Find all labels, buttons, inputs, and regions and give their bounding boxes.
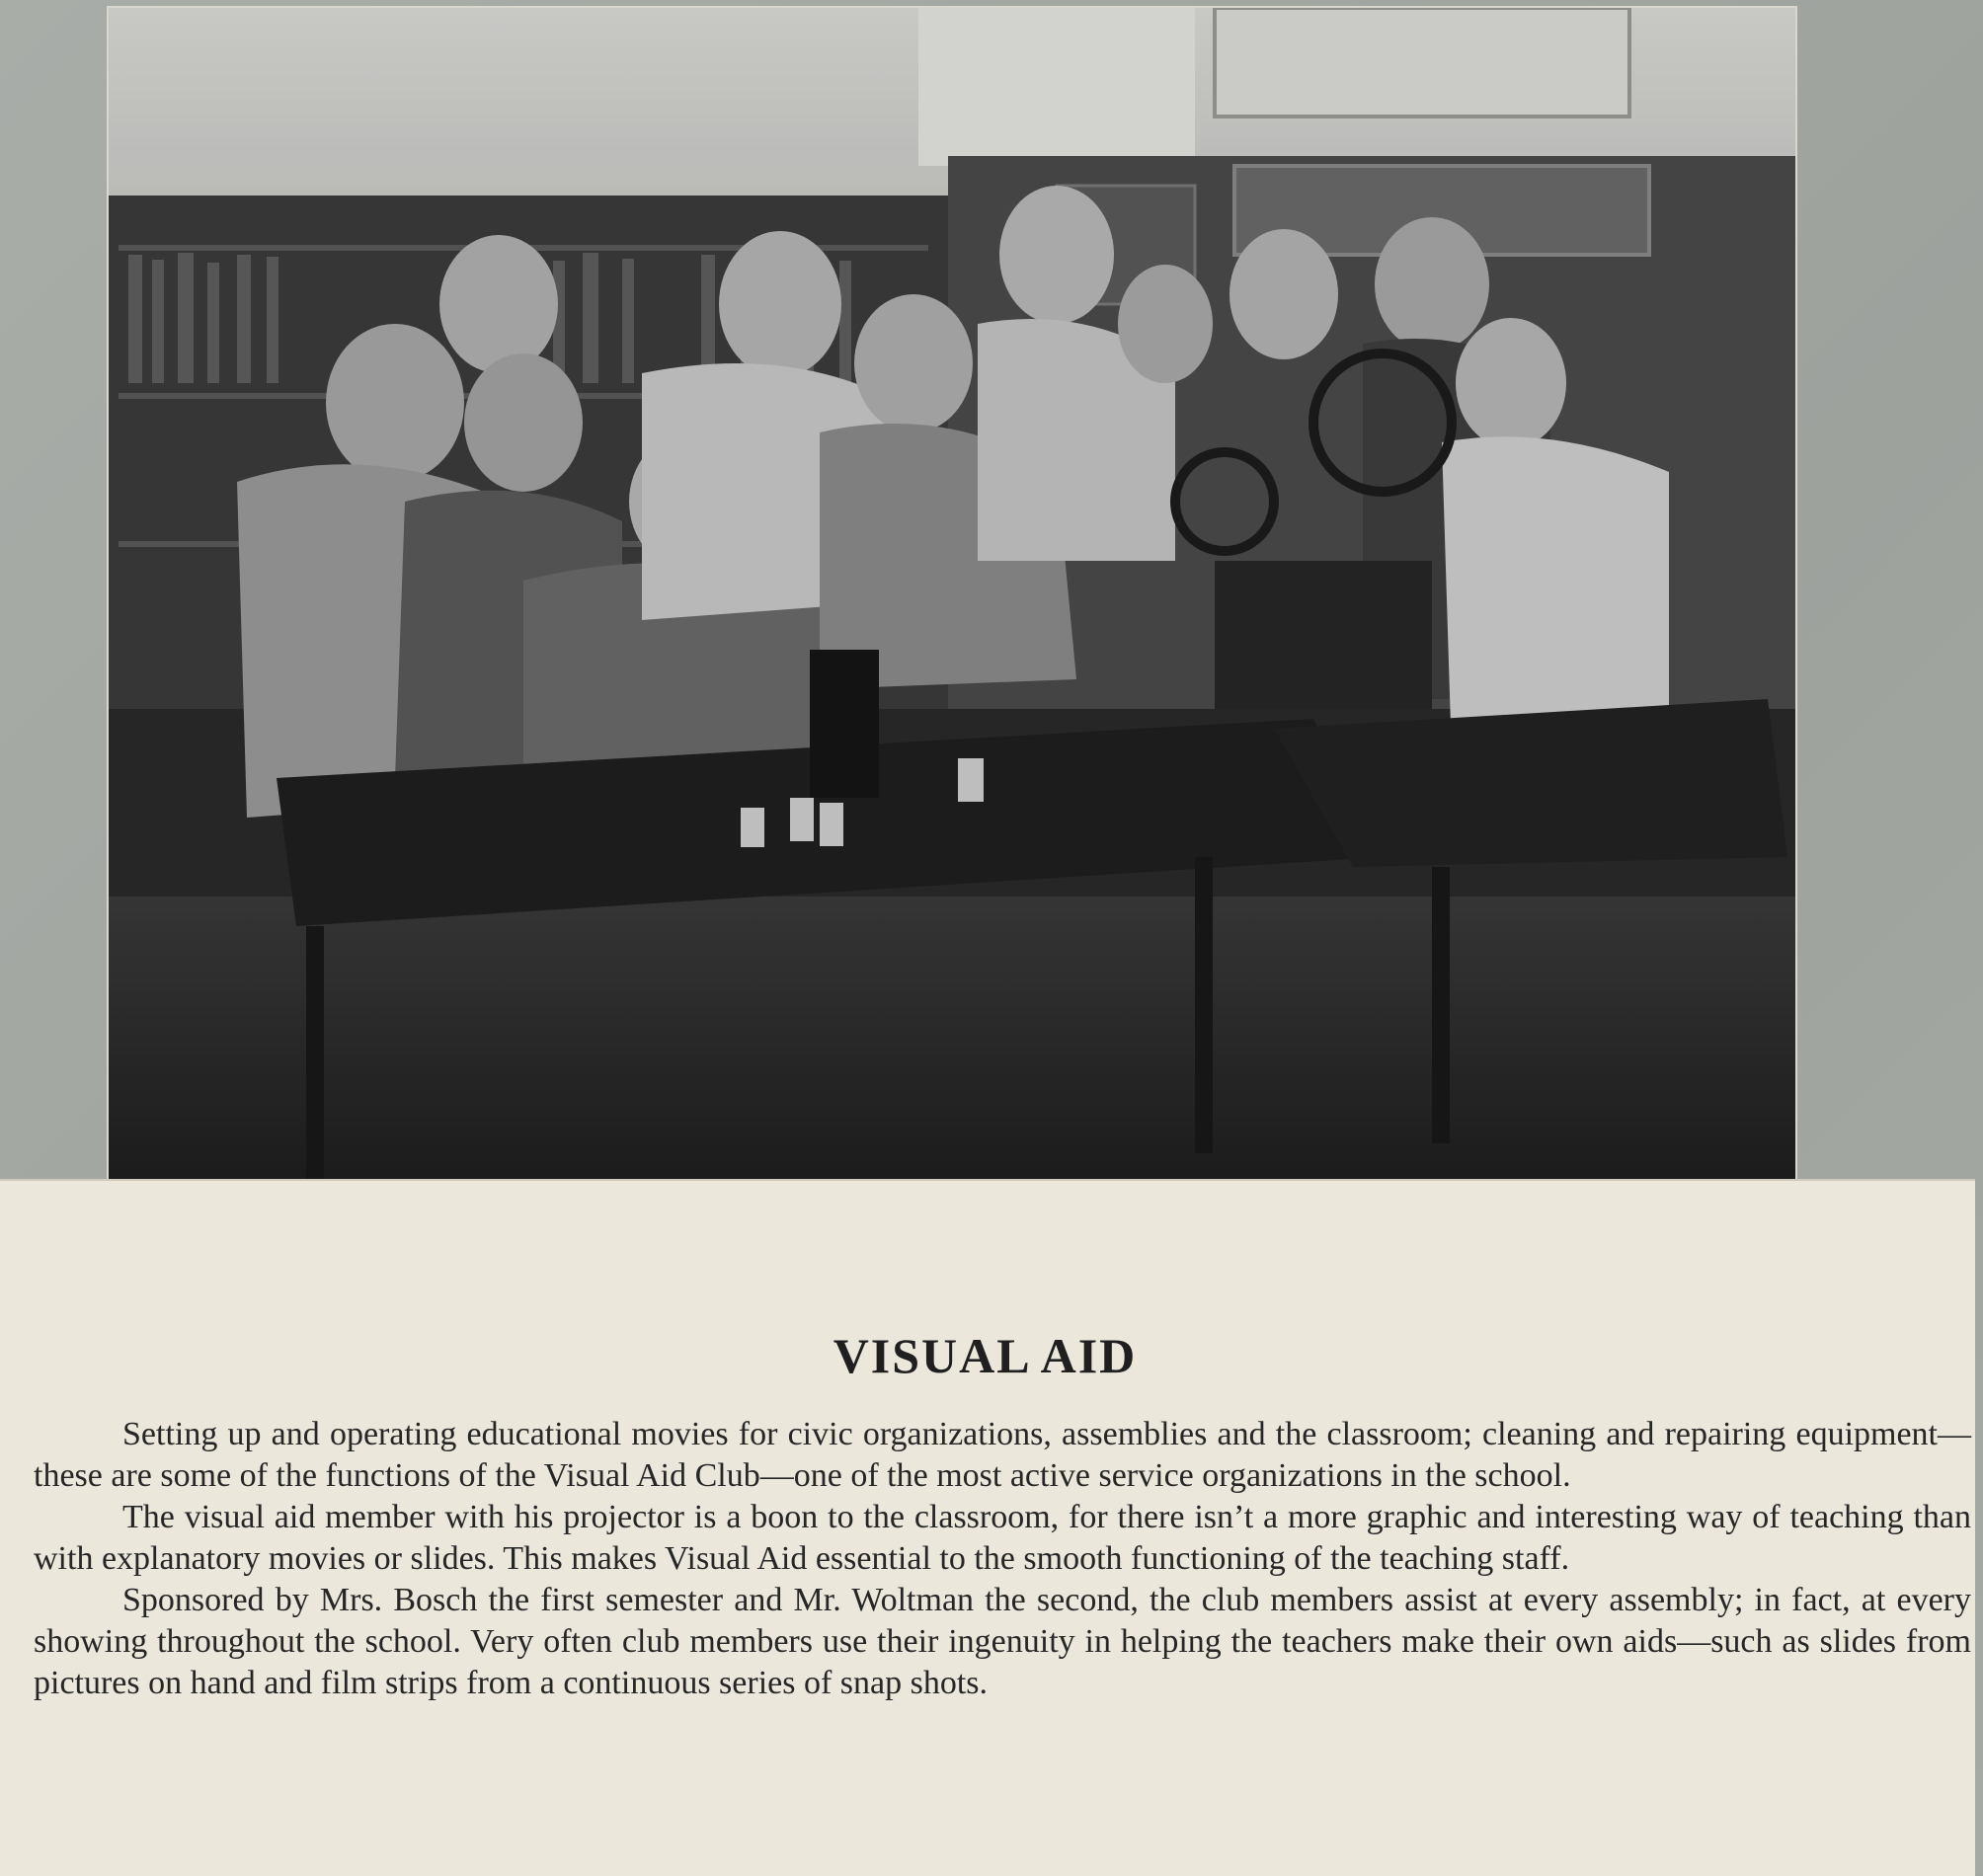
caption-clipping bbox=[0, 1179, 1975, 1876]
paragraph: Sponsored by Mrs. Bosch the first semester and Mr. Woltman the second, the club members assist at every assembly; in fact, at every showing throughout the school. Very often club members use their ingenuity in helping the teachers make their own aids—such as slides from pictures on hand and film strips from a continuous series of snap shots. bbox=[34, 1582, 1971, 1701]
article-body bbox=[34, 1414, 1971, 1704]
club-photograph bbox=[109, 8, 1795, 1185]
article-title: VISUAL AID bbox=[833, 1328, 1138, 1383]
paragraph: Setting up and operating educational movies for civic organizations, assemblies and the classroom; cleaning and repairing equipment—these are some of the functions of the Visual Aid Club—one of the most active service organizations in the school. bbox=[34, 1416, 1971, 1494]
paragraph: The visual aid member with his projector is a boon to the classroom, for there isn’t a more graphic and interesting way of teaching than with explanatory movies or slides. This makes Visual Aid essential to the smooth functioning of the teaching staff. bbox=[34, 1499, 1971, 1577]
